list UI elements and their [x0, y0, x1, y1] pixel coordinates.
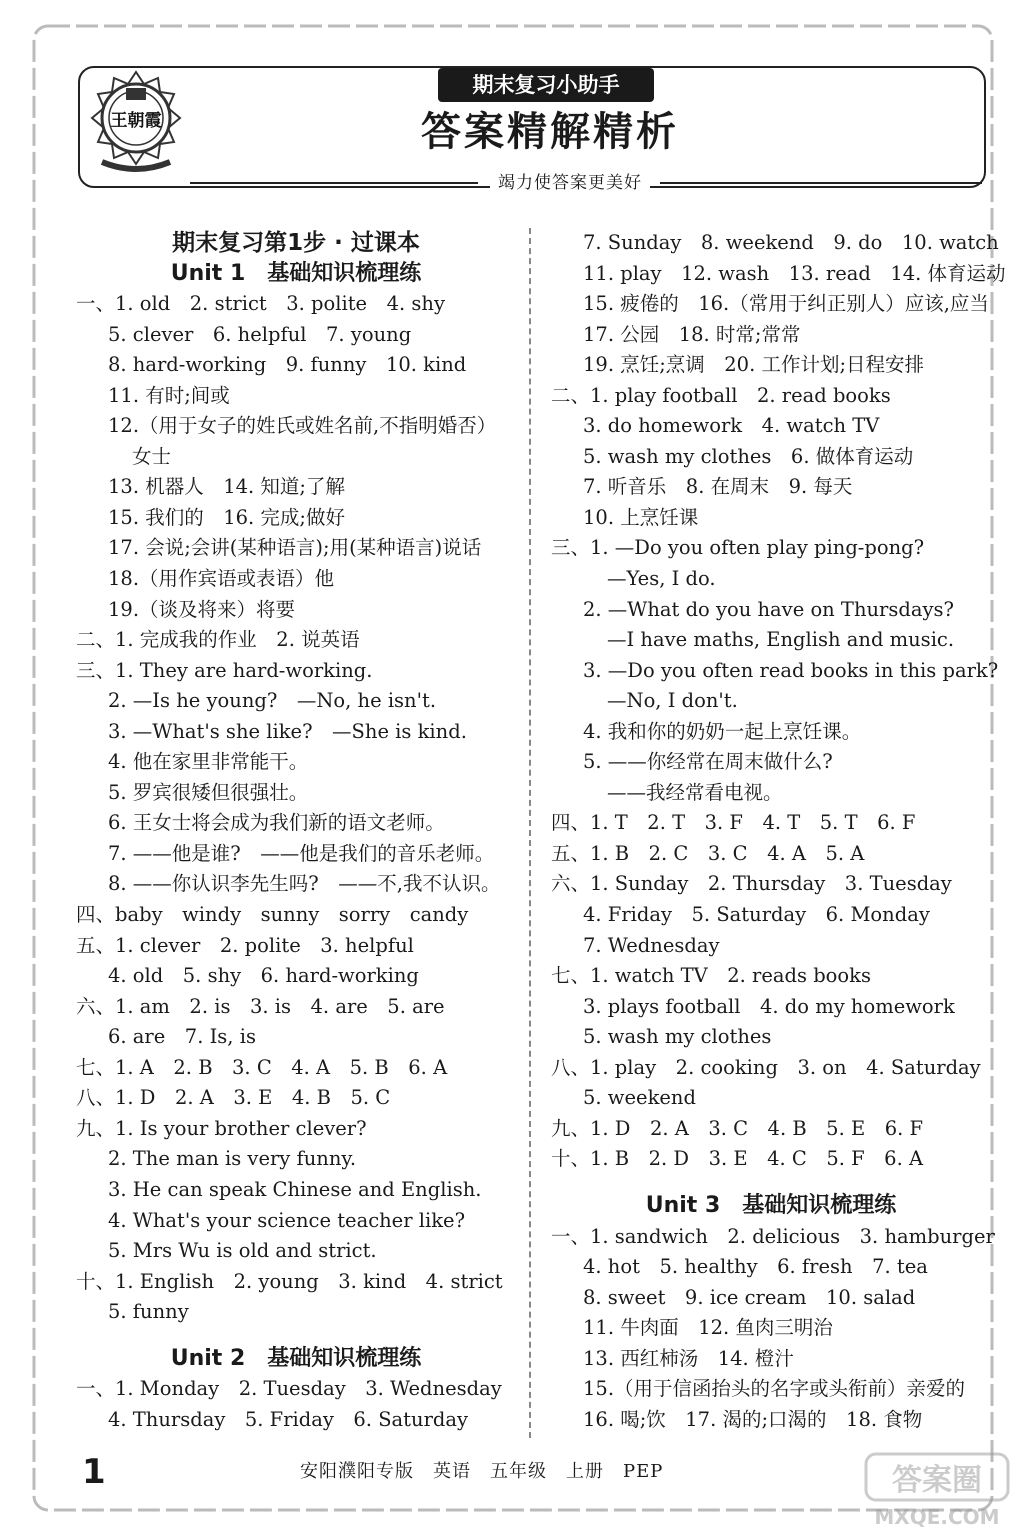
right-answer-line: 四、1. T 2. T 3. F 4. T 5. T 6. F [551, 811, 916, 835]
logo-text: 王朝霞 [110, 111, 162, 131]
right-answer-line: 7. Wednesday [583, 933, 720, 957]
left-answer-line: 5. clever 6. helpful 7. young [108, 322, 412, 346]
right-answer-line: —I have maths, English and music. [607, 628, 955, 652]
right-answer-line: 七、1. watch TV 2. reads books [551, 964, 871, 988]
left-answer-line: 2. The man is very funny. [108, 1147, 357, 1171]
right-answer-line: 5. wash my clothes 6. 做体育运动 [583, 444, 914, 468]
left-answer-line: 5. Mrs Wu is old and strict. [108, 1239, 377, 1263]
left-answer-line: 12.（用于女子的姓氏或姓名前,不指明婚否） [108, 414, 497, 438]
right-answer-line: 九、1. D 2. A 3. C 4. B 5. E 6. F [551, 1116, 924, 1140]
left-answer-line: 3. He can speak Chinese and English. [108, 1177, 482, 1201]
right-answer-line: 7. 听音乐 8. 在周末 9. 每天 [583, 475, 853, 499]
right-answer-line: 11. play 12. wash 13. read 14. 体育运动 [583, 261, 1006, 285]
right-answer-line: 二、1. play football 2. read books [551, 383, 891, 407]
right-answer-line: 十、1. B 2. D 3. E 4. C 5. F 6. A [551, 1147, 924, 1171]
header-badge: 期末复习小助手 [438, 68, 654, 102]
left-answer-line: 六、1. am 2. is 3. is 4. are 5. are [76, 994, 445, 1018]
left-answer-line: 五、1. clever 2. polite 3. helpful [76, 933, 414, 957]
left-answer-line: 17. 会说;会讲(某种语言);用(某种语言)说话 [108, 536, 482, 560]
right-answer-line: —Yes, I do. [607, 567, 716, 591]
left-column [76, 228, 516, 1435]
right-answer-line: 15. 疲倦的 16.（常用于纠正别人）应该,应当 [583, 292, 989, 316]
left-answer-line: 4. old 5. shy 6. hard-working [108, 964, 419, 988]
left-answer-line: 九、1. Is your brother clever? [76, 1116, 367, 1140]
right-answer-line: 5. ——你经常在周末做什么? [583, 750, 833, 774]
right-answer-line: 4. 我和你的奶奶一起上烹饪课。 [583, 719, 862, 743]
left-answer-line: 5. 罗宾很矮但很强壮。 [108, 780, 309, 804]
right-answer-line: 13. 西红柿汤 14. 橙汁 [583, 1346, 794, 1370]
column-divider [529, 228, 531, 1438]
right-answer-line: 4. Friday 5. Saturday 6. Monday [583, 903, 930, 927]
page-title: 答案精解精析 [421, 109, 679, 155]
right-answer-line: 五、1. B 2. C 3. C 4. A 5. A [551, 841, 865, 865]
right-answer-line: 一、1. sandwich 2. delicious 3. hamburger [551, 1224, 995, 1248]
right-answer-line: 10. 上烹饪课 [583, 505, 699, 529]
right-spacer [551, 1175, 991, 1191]
page-number: 1 [82, 1452, 106, 1492]
left-answer-line: 三、1. They are hard-working. [76, 658, 373, 682]
publisher-logo [88, 70, 184, 182]
left-answer-line: 8. ——你认识李先生吗? ——不,我不认识。 [108, 872, 501, 896]
left-answer-line: 八、1. D 2. A 3. E 4. B 5. C [76, 1086, 391, 1110]
left-answer-line: 4. 他在家里非常能干。 [108, 750, 309, 774]
right-answer-line: 5. wash my clothes [583, 1025, 772, 1049]
left-answer-line: 5. funny [108, 1300, 189, 1324]
left-answer-line: 13. 机器人 14. 知道;了解 [108, 475, 345, 499]
left-answer-line: 15. 我们的 16. 完成;做好 [108, 505, 345, 529]
left-answer-line: 8. hard-working 9. funny 10. kind [108, 353, 467, 377]
right-answer-line: 3. do homework 4. watch TV [583, 414, 880, 438]
right-answer-line: 5. weekend [583, 1086, 696, 1110]
left-answer-line: 2. —Is he young? —No, he isn't. [108, 689, 437, 713]
right-answer-line: 11. 牛肉面 12. 鱼肉三明治 [583, 1316, 833, 1340]
right-answer-line: 4. hot 5. healthy 6. fresh 7. tea [583, 1255, 928, 1279]
left-answer-line: 7. ——他是谁? ——他是我们的音乐老师。 [108, 841, 495, 865]
right-answer-line: 六、1. Sunday 2. Thursday 3. Tuesday [551, 872, 952, 896]
left-answer-line: 19.（谈及将来）将要 [108, 597, 296, 621]
right-answer-line: 7. Sunday 8. weekend 9. do 10. watch [583, 231, 999, 254]
left-answer-line: 七、1. A 2. B 3. C 4. A 5. B 6. A [76, 1055, 448, 1079]
right-answer-line: 八、1. play 2. cooking 3. on 4. Saturday [551, 1055, 981, 1079]
right-answer-line: 17. 公园 18. 时常;常常 [583, 322, 801, 346]
right-answer-line: 3. —Do you often read books in this park? [583, 658, 999, 682]
left-answer-line: 二、1. 完成我的作业 2. 说英语 [76, 628, 360, 652]
right-column [551, 228, 1006, 1435]
left-answer-line: 18.（用作宾语或表语）他 [108, 567, 335, 591]
left-answer-line: 一、1. old 2. strict 3. polite 4. shy [76, 292, 445, 316]
right-answer-line: 8. sweet 9. ice cream 10. salad [583, 1285, 916, 1309]
left-answer-line: 4. Thursday 5. Friday 6. Saturday [108, 1407, 469, 1431]
watermark-stamp [862, 1450, 1012, 1530]
left-spacer [76, 1328, 516, 1344]
left-answer-line: 四、baby windy sunny sorry candy [76, 903, 469, 927]
left-section-heading: Unit 1 基础知识梳理练 [170, 260, 422, 286]
watermark-url: MXQE.COM [874, 1505, 1000, 1529]
right-answer-line: 2. —What do you have on Thursdays? [583, 597, 954, 621]
left-answer-line: 女士 [132, 444, 172, 468]
right-answer-line: 三、1. —Do you often play ping-pong? [551, 536, 925, 560]
right-answer-line: 19. 烹饪;烹调 20. 工作计划;日程安排 [583, 353, 925, 377]
left-section-heading: Unit 2 基础知识梳理练 [170, 1345, 422, 1371]
left-section-heading: 期末复习第1步 · 过课本 [172, 230, 420, 256]
left-answer-line: 6. are 7. Is, is [108, 1025, 256, 1049]
right-answer-line: —No, I don't. [607, 689, 738, 713]
watermark-text: 答案圈 [892, 1463, 982, 1498]
right-answer-line: 3. plays football 4. do my homework [583, 994, 955, 1018]
footer-edition-info: 安阳濮阳专版 英语 五年级 上册 PEP [300, 1461, 664, 1482]
tagline-rule-right [660, 182, 982, 184]
left-answer-line: 6. 王女士将会成为我们新的语文老师。 [108, 811, 445, 835]
left-answer-line: 11. 有时;间或 [108, 383, 230, 407]
tagline-rule-left [190, 182, 478, 184]
left-answer-line: 4. What's your science teacher like? [108, 1208, 466, 1232]
right-answer-line: 15.（用于信函抬头的名字或头衔前）亲爱的 [583, 1377, 966, 1401]
right-section-heading: Unit 3 基础知识梳理练 [645, 1192, 897, 1218]
header-tagline: 竭力使答案更美好 [490, 170, 650, 196]
right-answer-line: 16. 喝;饮 17. 渴的;口渴的 18. 食物 [583, 1407, 923, 1431]
left-answer-line: 十、1. English 2. young 3. kind 4. strict [76, 1269, 503, 1293]
left-answer-line: 3. —What's she like? —She is kind. [108, 719, 467, 743]
right-answer-line: ——我经常看电视。 [607, 780, 783, 804]
left-answer-line: 一、1. Monday 2. Tuesday 3. Wednesday [76, 1377, 502, 1401]
